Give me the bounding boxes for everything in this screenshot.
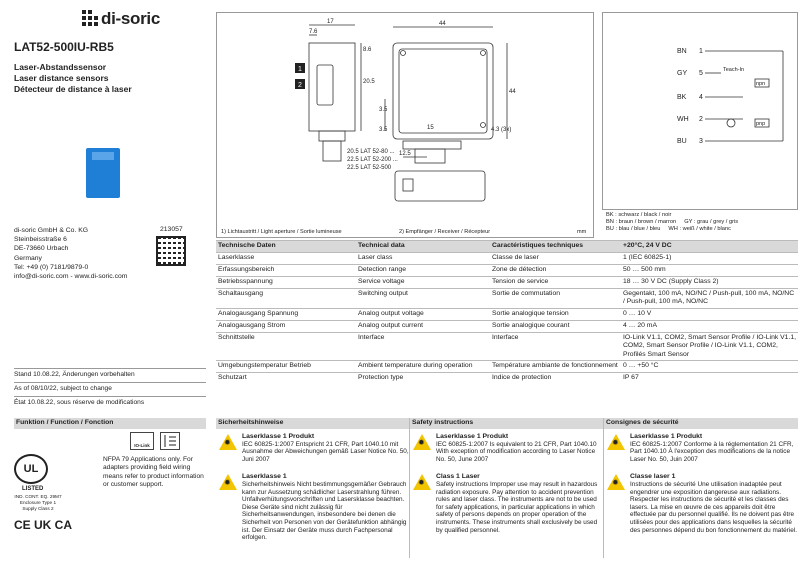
safety-block (216, 473, 410, 541)
safety-block-text: Safety instructions Improper use may result in hazardous radiation exposure. Pay attention to accident prevention rules and laser class. The instruments are not to be used for safety applications, in particular applications in which safety of persons depends on proper operation of the instruments. These instruments shall exclusively be used by qualified personnel. (436, 480, 598, 534)
subtitle-de: Laser-Abstandssensor (14, 62, 107, 72)
cell: Sortie de commutation (490, 289, 621, 309)
status-de: Stand 10.08.22, Änderungen vorbehalten (14, 371, 135, 378)
cell: IO-Link V1.1, COM2, Smart Sensor Profile / IO-Link V1.1, COM2, Smart Sensor Profile / IO-Link V1.1, COM2, Profilés Smart Sensor (621, 332, 798, 360)
legend-item: WH : weiß / white / blanc (668, 226, 731, 232)
cell: Indice de protection (490, 373, 621, 385)
safety-block-title: Classe laser 1 (630, 473, 676, 481)
cell: Analog output current (356, 320, 490, 332)
product-subtitles (14, 62, 132, 95)
dim-label: 20.5 (363, 79, 375, 85)
safety-block-title: Laserklasse 1 Produkt (436, 433, 509, 440)
wire-pin: 5 (699, 70, 703, 77)
cell: Zone de détection (490, 265, 621, 277)
ul-listed: LISTED (22, 486, 44, 492)
cell: 50 … 500 mm (621, 265, 798, 277)
cell: Betriebsspannung (216, 277, 356, 289)
header-en: Technical data (356, 241, 490, 253)
cell: 1 (IEC 60825-1) (621, 253, 798, 265)
cell: 0 … 10 V (621, 308, 798, 320)
cell: Interface (356, 332, 490, 360)
dim-label: 20.5 LAT 52-80 ... (347, 149, 395, 155)
cell: Protection type (356, 373, 490, 385)
brand-name: di-soric (101, 9, 161, 28)
table-row (216, 289, 798, 309)
caption-unit: mm (577, 229, 587, 235)
safety-block (410, 433, 604, 463)
dim-label: 4.3 (3x) (491, 127, 512, 133)
cell: Switching output (356, 289, 490, 309)
laser-warning-icon (219, 434, 237, 450)
cell: Interface (490, 332, 621, 360)
header-condition: +20°C, 24 V DC (621, 241, 798, 253)
ul-logo: UL (14, 454, 48, 484)
safety-block-title: Class 1 Laser (436, 473, 480, 481)
cell: 0 … +50 °C (621, 361, 798, 373)
dim-label: 22.5 LAT 52-500 (347, 165, 392, 171)
table-row (216, 265, 798, 277)
caption-left: 1) Lichtaustritt / Light aperture / Sortie lumineuse (221, 229, 342, 235)
cell: Schnittstelle (216, 332, 356, 360)
table-row (216, 308, 798, 320)
safety-heading: Safety instructions (410, 418, 604, 429)
laser-warning-icon (607, 474, 625, 490)
divider (14, 368, 206, 369)
dim-label: 44 (439, 21, 446, 27)
wire-color-legend (606, 212, 798, 233)
safety-block-text: IEC 60825-1:2007 Entspricht 21 CFR, Part 1040.10 mit Ausnahme der Abweichungen gemäß Laser Notice No. 50, Juni 2007 (242, 440, 409, 463)
front-housing (393, 43, 493, 139)
cell: Sortie analogique courant (490, 320, 621, 332)
safety-block-title: Laserklasse 1 Produkt (242, 433, 315, 440)
wire-label: BU (677, 138, 687, 145)
safety-block-text: Sicherheitshinweis Nicht bestimmungsgemäßer Gebrauch kann zur Aussetzung schädlicher Laserstrahlung führen. Unfallverhütungsvorschriften und Lasersklasse beachten. Diese Geräte sind nicht zulässig für Sicherheitsanwendungen, insbesondere bei denen die Sicherheit von Personen von der Gerätefunktion abhängig ist. Der Einsatz der Geräte muss durch Fachpersonal erfolgen. (242, 480, 407, 542)
cell: IP 67 (621, 373, 798, 385)
laser-warning-icon (413, 474, 431, 490)
legend-item: BK : schwarz / black / noir (606, 212, 672, 218)
column-divider (409, 418, 410, 558)
document-number: 213057 (160, 226, 183, 233)
wire-label: GY (677, 70, 688, 77)
function-heading: Funktion / Function / Fonction (14, 418, 206, 429)
cell: Umgebungstemperatur Betrieb (216, 361, 356, 373)
cell: Schutzart (216, 373, 356, 385)
safety-column-en (410, 418, 604, 534)
company-line: Steinbeisstraße 6 (14, 236, 67, 244)
company-contact[interactable]: info@di-soric.com - www.di-soric.com (14, 273, 128, 281)
cell: Sortie analogique tension (490, 308, 621, 320)
header-de: Technische Daten (216, 241, 356, 253)
wire-pin: 3 (699, 138, 703, 145)
npn-box: npn (756, 81, 766, 87)
safety-block (604, 473, 798, 534)
cell: Laserklasse (216, 253, 356, 265)
legend-item: BU : blau / blue / bleu (606, 226, 661, 232)
wire-pin: 4 (699, 94, 703, 101)
dim-label: 12.5 (399, 151, 411, 157)
table-header-row (216, 241, 798, 253)
subtitle-en: Laser distance sensors (14, 73, 109, 83)
wiring-diagram (602, 12, 798, 210)
safety-block-text: IEC 60825-1:2007 Is equivalent to 21 CFR, Part 1040.10 With exception of modification according to Laser Notice No. 50, June 2007 (436, 440, 597, 463)
nfpa-note: NFPA 79 Applications only. For adapters providing field wiring means refer to product information or customer support. (103, 456, 204, 489)
safety-block (410, 473, 604, 534)
safety-block-text: IEC 60825-1:2007 Conforme à la réglementation 21 CFR, Part 1040.10 À l'exception des modifications de la notice Laser No. 50, Juin 2007 (630, 440, 794, 463)
company-line: Germany (14, 254, 42, 262)
table-row (216, 332, 798, 360)
function-switch-icon (160, 432, 180, 450)
iolink-badge: IO-Link (130, 432, 154, 450)
safety-block-title: Laserklasse 1 Produkt (630, 433, 703, 440)
pnp-box: pnp (756, 121, 766, 127)
company-line: di-soric GmbH & Co. KG (14, 227, 89, 234)
status-en: As of 08/10/22, subject to change (14, 385, 112, 392)
dim-label: 3.5 (379, 107, 388, 113)
brand-mark-icon (82, 10, 98, 26)
safety-column-fr (604, 418, 798, 534)
cell: Analogausgang Strom (216, 320, 356, 332)
product-title: LAT52-500IU-RB5 (14, 40, 114, 54)
legend-item: BN : braun / brown / marron (606, 219, 677, 225)
cell: 18 … 30 V DC (Supply Class 2) (621, 277, 798, 289)
table-row (216, 277, 798, 289)
table-row (216, 361, 798, 373)
marker-1: 1 (298, 66, 302, 73)
safety-block (604, 433, 798, 463)
table-row (216, 320, 798, 332)
cell: Schaltausgang (216, 289, 356, 309)
safety-column-de (216, 418, 410, 542)
dimension-drawing (216, 12, 594, 238)
safety-block-title: Laserklasse 1 (242, 473, 287, 481)
technical-data-table (216, 240, 798, 385)
dim-label: 22.5 LAT 52-200 ... (347, 157, 398, 163)
brand-logo (82, 8, 160, 29)
legend-item: GY : grau / grey / gris (684, 219, 739, 225)
company-line: Tel: +49 (0) 7181/9879-0 (14, 263, 89, 271)
company-line: DE-73660 Urbach (14, 245, 69, 253)
cell: Analog output voltage (356, 308, 490, 320)
divider (14, 396, 206, 397)
wiring-svg (603, 13, 797, 209)
cell: Service voltage (356, 277, 490, 289)
wire-pin: 2 (699, 116, 703, 123)
cell: Analogausgang Spannung (216, 308, 356, 320)
wire-label: WH (677, 116, 689, 123)
cell: Ambient temperature during operation (356, 361, 490, 373)
table-row (216, 373, 798, 385)
cell: Température ambiante de fonctionnement (490, 361, 621, 373)
drawing-svg (217, 13, 593, 237)
status-fr: État 10.08.22, sous réserve de modifications (14, 399, 145, 406)
teach-label: Teach-In (723, 67, 745, 73)
side-housing (309, 43, 355, 131)
cell: Tension de service (490, 277, 621, 289)
column-divider (603, 418, 604, 558)
product-image (86, 148, 120, 198)
dim-label: 17 (327, 19, 334, 25)
dim-label: 44 (509, 89, 516, 95)
cell: Laser class (356, 253, 490, 265)
caption-mid: 2) Empfänger / Receiver / Récepteur (399, 229, 491, 235)
safety-block (216, 433, 410, 463)
wire-label: BN (677, 48, 687, 55)
cell: Gegentakt, 100 mA, NO/NC / Push-pull, 100 mA, NO/NC / Push-pull, 100 mA, NO/NC (621, 289, 798, 309)
dim-label: 3.5 (379, 127, 388, 133)
subtitle-fr: Détecteur de distance à laser (14, 84, 132, 94)
cell: Erfassungsbereich (216, 265, 356, 277)
cell: Detection range (356, 265, 490, 277)
safety-heading: Sicherheitshinweise (216, 418, 410, 429)
marker-2: 2 (298, 82, 302, 89)
ul-details: IND. CONT. EQ. 29M7 Enclosure Type 1 Supply Class 2 (14, 494, 62, 511)
qr-code (156, 236, 186, 266)
dim-label: 15 (427, 125, 434, 131)
safety-heading: Consignes de sécurité (604, 418, 798, 429)
cell: 4 … 20 mA (621, 320, 798, 332)
safety-block-text: Instructions de sécurité Une utilisation inadaptée peut engendrer une exposition dangereuse aux radiations. Respecter les instructions de sécurité et les classes des lasers. La mise en œuvre de ces appareils doit être effectuée par du personnel qualifié. Ils ne doivent pas être utilisées pour des applications dans lesquelles la sécurité des personnes dépend du bon fonctionnement du matériel. (630, 480, 797, 534)
company-address (14, 226, 127, 281)
dim-label: 8.6 (363, 47, 372, 53)
laser-warning-icon (413, 434, 431, 450)
table-row (216, 253, 798, 265)
cell: Classe de laser (490, 253, 621, 265)
wire-pin: 1 (699, 48, 703, 55)
certification-marks: CE UK CA (14, 518, 73, 532)
wire-label: BK (677, 94, 687, 101)
divider (14, 382, 206, 383)
laser-warning-icon (607, 434, 625, 450)
header-fr: Caractéristiques techniques (490, 241, 621, 253)
laser-warning-icon (219, 474, 237, 490)
dim-label: 7.6 (309, 29, 318, 35)
